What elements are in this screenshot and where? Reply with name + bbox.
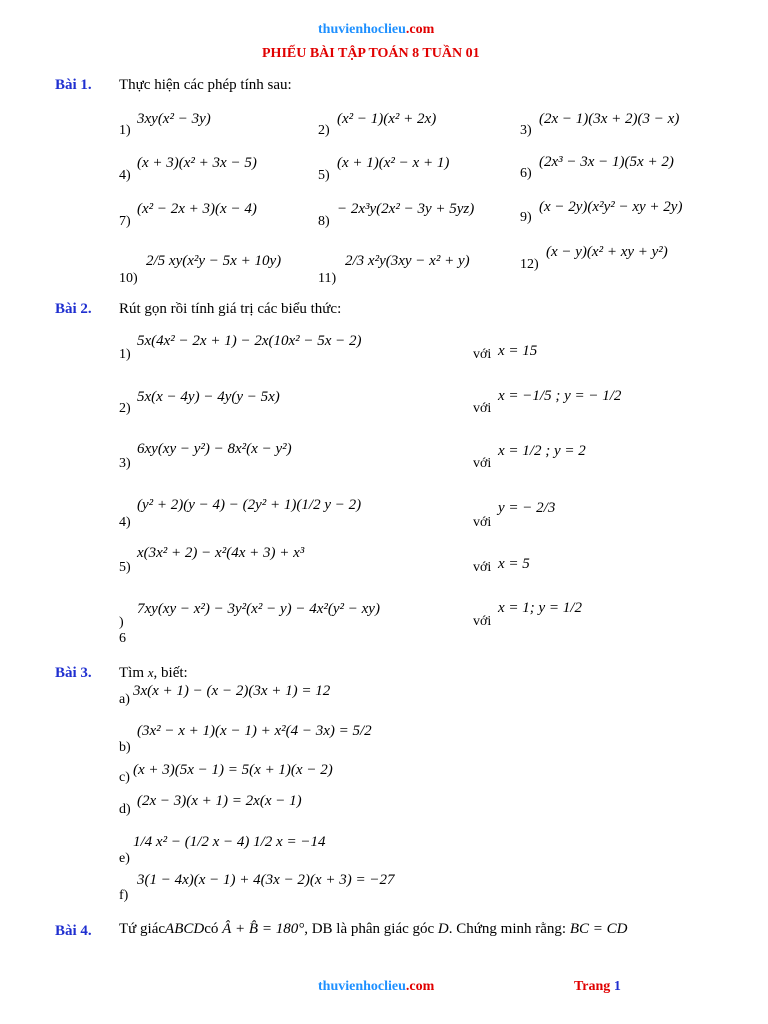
math-expression: (x² − 2x + 3)(x − 4): [137, 201, 257, 217]
condition: x = 1; y = 1/2: [498, 600, 582, 616]
condition: x = 15: [498, 343, 538, 359]
item-number: a): [119, 692, 130, 707]
math-expression: (x − y)(x² + xy + y²): [546, 244, 668, 260]
instruction-text: Tìm: [119, 665, 144, 681]
item-number: 5): [318, 168, 330, 183]
page-number-value: 1: [613, 979, 621, 994]
item-number: 4): [119, 515, 131, 530]
quadrilateral-name: ABCD: [165, 921, 205, 937]
item-number: 8): [318, 214, 330, 229]
conclusion: BC = CD: [569, 921, 628, 937]
math-expression: 6xy(xy − y²) − 8x²(x − y²): [137, 441, 292, 457]
condition: x = 5: [498, 556, 530, 572]
with-label: với: [473, 347, 492, 362]
math-expression: (x − 2y)(x²y² − xy + 2y): [539, 199, 683, 215]
item-number: e): [119, 851, 130, 866]
math-expression: 3xy(x² − 3y): [137, 111, 211, 127]
statement-text: . Chứng minh rằng:: [448, 921, 567, 937]
item-number: 2): [119, 401, 131, 416]
math-expression: 3(1 − 4x)(x − 1) + 4(3x − 2)(x + 3) = −27: [137, 872, 395, 888]
footer-site-link[interactable]: [318, 979, 434, 995]
site-name: thuvienhoclieu: [318, 979, 406, 994]
item-number: 11): [318, 271, 337, 286]
item-number: c): [119, 770, 130, 785]
bai2-instruction: Rút gọn rồi tính giá trị các biểu thức:: [119, 301, 342, 317]
site-name: thuvienhoclieu: [318, 22, 406, 37]
item-number: f): [119, 888, 129, 903]
statement-text: có: [204, 921, 219, 937]
item-number: 5): [119, 560, 131, 575]
math-expression: (x + 1)(x² − x + 1): [337, 155, 450, 171]
page-number: [574, 979, 621, 995]
with-label: với: [473, 614, 492, 629]
bai1-label: Bài 1.: [55, 77, 92, 93]
math-expression: (2x³ − 3x − 1)(5x + 2): [539, 154, 674, 170]
bai4-label: Bài 4.: [55, 923, 92, 939]
variable: x: [147, 665, 154, 680]
bai2-label: Bài 2.: [55, 301, 92, 317]
math-expression: x(3x² + 2) − x²(4x + 3) + x³: [137, 545, 305, 561]
instruction-text: , biết:: [153, 665, 188, 681]
math-expression: (2x − 3)(x + 1) = 2x(x − 1): [137, 793, 302, 809]
bai4-statement: [119, 921, 627, 938]
item-number: 3): [119, 456, 131, 471]
item-number: 10): [119, 271, 138, 286]
item-number: 12): [520, 257, 539, 272]
condition: x = −1/5 ; y = − 1/2: [498, 388, 622, 404]
item-number: 1): [119, 123, 131, 138]
math-expression: (x + 3)(5x − 1) = 5(x + 1)(x − 2): [133, 762, 333, 778]
math-expression: (x² − 1)(x² + 2x): [337, 111, 437, 127]
item-number: b): [119, 740, 131, 755]
header-site-link[interactable]: [318, 22, 434, 38]
angle-condition: Â + B̂ = 180°: [222, 921, 305, 937]
with-label: với: [473, 456, 492, 471]
item-number: 6): [520, 166, 532, 181]
condition: y = − 2/3: [498, 500, 556, 516]
page-title: PHIẾU BÀI TẬP TOÁN 8 TUẦN 01: [262, 46, 480, 61]
math-expression: (x + 3)(x² + 3x − 5): [137, 155, 257, 171]
item-number: 2): [318, 123, 330, 138]
site-domain: .com: [405, 22, 435, 37]
bai3-instruction: [119, 665, 188, 682]
math-expression: 7xy(xy − x²) − 3y²(x² − y) − 4x²(y² − xy): [137, 601, 380, 617]
math-expression: (2x − 1)(3x + 2)(3 − x): [539, 111, 680, 127]
item-number: 4): [119, 168, 131, 183]
item-number: 1): [119, 347, 131, 362]
with-label: với: [473, 401, 492, 416]
statement-text: Tứ giác: [119, 921, 166, 937]
math-expression: 1/4 x² − (1/2 x − 4) 1/2 x = −14: [133, 834, 326, 850]
math-expression: (3x² − x + 1)(x − 1) + x²(4 − 3x) = 5/2: [137, 723, 372, 739]
item-number: 9): [520, 210, 532, 225]
page-word: Trang: [574, 979, 611, 994]
with-label: với: [473, 515, 492, 530]
math-expression: 3x(x + 1) − (x − 2)(3x + 1) = 12: [133, 683, 331, 699]
math-expression: 5x(4x² − 2x + 1) − 2x(10x² − 5x − 2): [137, 333, 362, 349]
vertex-name: D: [437, 921, 449, 937]
bai1-instruction: Thực hiện các phép tính sau:: [119, 77, 292, 93]
math-expression: 2/5 xy(x²y − 5x + 10y): [146, 253, 282, 269]
condition: x = 1/2 ; y = 2: [498, 443, 586, 459]
bai3-label: Bài 3.: [55, 665, 92, 681]
item-number: 3): [520, 123, 532, 138]
statement-text: , DB là phân giác góc: [304, 921, 435, 937]
math-expression: 5x(x − 4y) − 4y(y − 5x): [137, 389, 280, 405]
item-number: ) 6: [119, 615, 126, 646]
math-expression: 2/3 x²y(3xy − x² + y): [345, 253, 470, 269]
site-domain: .com: [405, 979, 435, 994]
item-number: d): [119, 802, 131, 817]
math-expression: (y² + 2)(y − 4) − (2y² + 1)(1/2 y − 2): [137, 497, 362, 513]
with-label: với: [473, 560, 492, 575]
item-number: 7): [119, 214, 131, 229]
math-expression: − 2x³y(2x² − 3y + 5yz): [337, 201, 475, 217]
